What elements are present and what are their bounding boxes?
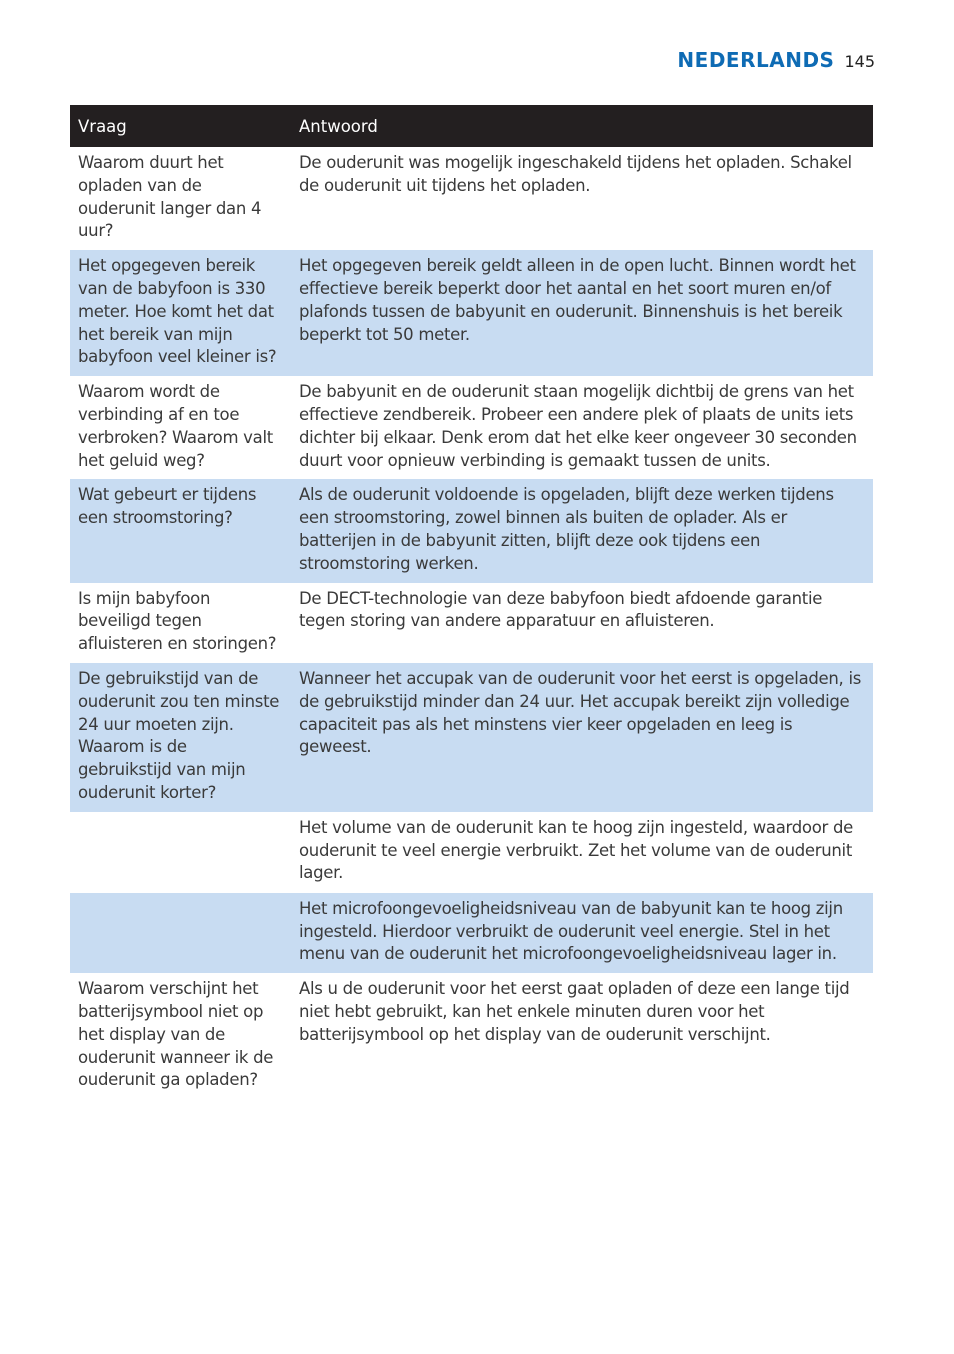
- table-row: [70, 812, 873, 893]
- answer-cell: Als u de ouderunit voor het eerst gaat opladen of deze een lange tijd niet hebt gebruikt, kan het enkele minuten duren voor het batterijsymbool op het display van de ouderunit verschijnt.: [299, 979, 850, 1044]
- answer-cell: Het microfoongevoeligheidsniveau van de babyunit kan te hoog zijn ingesteld. Hierdoor verbruikt de ouderunit veel energie. Stel in het menu van de ouderunit het microfoongevoeligheidsniveau lager in.: [291, 893, 873, 973]
- faq-table: [70, 105, 873, 1099]
- answer-cell: De DECT-technologie van deze babyfoon biedt afdoende garantie tegen storing van andere apparatuur en afluisteren.: [299, 588, 823, 631]
- question-cell: Is mijn babyfoon beveiligd tegen afluisteren en storingen?: [78, 588, 277, 654]
- column-header-answer: Antwoord: [291, 105, 873, 147]
- question-cell: De gebruikstijd van de ouderunit zou ten minste 24 uur moeten zijn. Waarom is de gebruikstijd van mijn ouderunit korter?: [70, 663, 291, 812]
- question-cell: Waarom wordt de verbinding af en toe verbroken? Waarom valt het geluid weg?: [78, 382, 273, 470]
- table-row: [70, 663, 873, 812]
- question-cell: Waarom duurt het opladen van de ouderunit langer dan 4 uur?: [78, 153, 262, 241]
- column-header-question: Vraag: [70, 105, 291, 147]
- table-row: [70, 479, 873, 582]
- answer-cell: Het volume van de ouderunit kan te hoog zijn ingesteld, waardoor de ouderunit te veel energie verbruikt. Zet het volume van de ouderunit lager.: [299, 817, 853, 883]
- answer-cell: Wanneer het accupak van de ouderunit voor het eerst is opgeladen, is de gebruikstijd minder dan 24 uur. Het accupak bereikt zijn volledige capaciteit pas als het minstens vier keer opgeladen en leeg is geweest.: [291, 663, 873, 812]
- table-header-row: [70, 105, 873, 147]
- table-row: [70, 973, 873, 1099]
- answer-cell: De babyunit en de ouderunit staan mogelijk dichtbij de grens van het effectieve zendbereik. Probeer een andere plek of plaats de units iets dichter bij elkaar. Denk erom dat het elke keer ongeveer 30 seconden duurt voor opnieuw verbinding is gemaakt tussen de units.: [299, 382, 857, 470]
- table-row: [70, 583, 873, 663]
- table-row: [70, 250, 873, 376]
- question-cell: Wat gebeurt er tijdens een stroomstoring?: [70, 479, 291, 582]
- table-row: [70, 147, 873, 250]
- question-cell: [70, 893, 291, 973]
- question-cell: [70, 812, 291, 893]
- language-title: NEDERLANDS: [677, 48, 835, 72]
- table-row: [70, 376, 873, 479]
- answer-cell: De ouderunit was mogelijk ingeschakeld tijdens het opladen. Schakel de ouderunit uit tijdens het opladen.: [299, 153, 852, 195]
- answer-cell: Het opgegeven bereik geldt alleen in de open lucht. Binnen wordt het effectieve bereik beperkt door het aantal en het soort muren en/of plafonds tussen de babyunit en ouderunit. Binnenshuis is het bereik beperkt tot 50 meter.: [291, 250, 873, 376]
- answer-cell: Als de ouderunit voldoende is opgeladen, blijft deze werken tijdens een stroomstoring, zowel binnen als buiten de oplader. Als er batterijen in de babyunit zitten, blijft deze ook tijdens een stroomstoring werken.: [291, 479, 873, 582]
- page-number: 145: [844, 52, 875, 71]
- page-header: [600, 48, 875, 74]
- table-row: [70, 893, 873, 973]
- question-cell: Het opgegeven bereik van de babyfoon is 330 meter. Hoe komt het dat het bereik van mijn babyfoon veel kleiner is?: [70, 250, 291, 376]
- question-cell: Waarom verschijnt het batterijsymbool niet op het display van de ouderunit wanneer ik de ouderunit ga opladen?: [78, 979, 274, 1090]
